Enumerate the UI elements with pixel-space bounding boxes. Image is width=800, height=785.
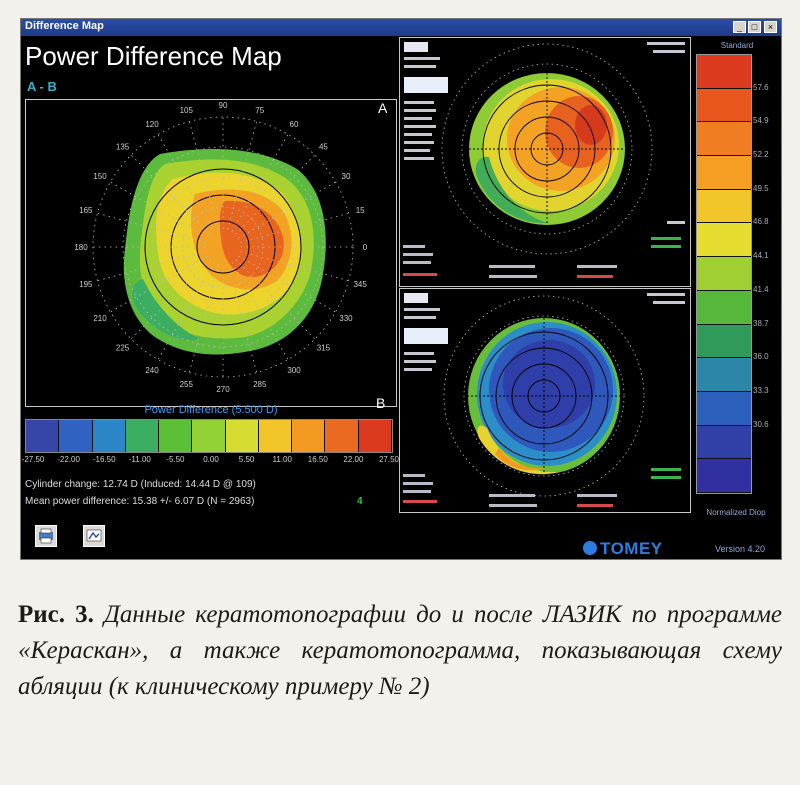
scale-swatch <box>325 420 358 452</box>
axis-degree-label: 285 <box>253 380 267 390</box>
axis-degree-label: 150 <box>93 172 107 181</box>
colorbar-value: 46.8 <box>753 217 769 227</box>
scale-ticks <box>21 455 400 467</box>
difference-label: A - B <box>27 79 57 94</box>
axis-degree-label: 60 <box>289 120 299 130</box>
scale-swatch <box>359 420 392 452</box>
colorbar-swatch <box>697 291 751 325</box>
compare-icon[interactable] <box>83 525 105 547</box>
maximize-button[interactable]: □ <box>748 21 761 33</box>
map-b-info-right <box>647 293 685 304</box>
colorbar-swatch <box>697 358 751 392</box>
colorbar-value: 57.6 <box>753 82 769 92</box>
colorbar-value: 41.4 <box>753 284 769 294</box>
axis-degree-label: 45 <box>318 142 328 152</box>
scale-swatch <box>93 420 126 452</box>
scale-tick-label: -5.50 <box>166 455 185 464</box>
axis-degree-label: 255 <box>179 380 193 390</box>
scale-tick-label: 5.50 <box>238 455 255 464</box>
cylinder-change: Cylinder change: 12.74 D (Induced: 14.44 D @ 109) <box>25 479 256 490</box>
scale-tick-label: 16.50 <box>307 455 328 464</box>
axis-degree-label: 75 <box>255 105 265 115</box>
topography-map-b[interactable] <box>399 288 691 513</box>
colorbar-swatch <box>697 89 751 123</box>
scale-swatch <box>59 420 92 452</box>
close-button[interactable]: × <box>764 21 777 33</box>
colorbar-value: 30.6 <box>753 419 769 429</box>
axis-degree-label: 300 <box>287 365 301 375</box>
scale-swatch <box>159 420 192 452</box>
colorbar-swatch <box>697 122 751 156</box>
colorbar <box>696 54 752 494</box>
axis-degree-label: 180 <box>74 243 88 252</box>
axis-degree-label: 0 <box>362 243 368 252</box>
colorbar-swatch <box>697 55 751 89</box>
difference-map-window <box>20 18 782 560</box>
caption-text: Данные кератотопографии до и после ЛАЗИК по программе «Кераскан», а также кератотопограмма, показывающая схему абляции (к клиническому примеру № 2) <box>18 601 783 700</box>
map-a-info-bottom <box>403 237 681 278</box>
scale-swatch <box>126 420 159 452</box>
scale-tick-label: -11.00 <box>128 455 151 464</box>
print-icon[interactable] <box>35 525 57 547</box>
scale-tick-label: 11.00 <box>272 455 292 464</box>
scale-tick-label: -16.50 <box>92 455 116 464</box>
map-count: 4 <box>357 496 363 507</box>
scale-swatch <box>26 420 59 452</box>
window-title: Difference Map <box>25 20 104 32</box>
mean-power-difference: Mean power difference: 15.38 +/- 6.07 D (N = 2963) <box>25 496 255 507</box>
scale-swatch <box>292 420 325 452</box>
axis-degree-label: 225 <box>115 343 130 353</box>
topography-map-a[interactable] <box>399 37 691 287</box>
colorbar-value: 54.9 <box>753 116 769 126</box>
colorbar-swatch <box>697 156 751 190</box>
tomey-logo <box>583 539 663 559</box>
tomey-logo-icon <box>583 541 597 555</box>
axis-degree-label: 15 <box>355 206 365 216</box>
colorbar-swatch <box>697 190 751 224</box>
scale-swatch <box>226 420 259 452</box>
colorbar-value: 33.3 <box>753 385 769 395</box>
colorbar-value: 49.5 <box>753 183 769 193</box>
colorbar-values <box>751 54 781 492</box>
colorbar-swatch <box>697 426 751 460</box>
map-a-letter: A <box>378 100 388 116</box>
colorbar-swatch <box>697 257 751 291</box>
axis-degree-label: 315 <box>316 343 331 353</box>
axis-degree-label: 105 <box>179 105 193 115</box>
colorbar-swatch <box>697 392 751 426</box>
scale-swatch <box>192 420 225 452</box>
map-a-info-left <box>404 42 448 160</box>
axis-degree-label: 330 <box>339 314 353 323</box>
map-b-info-left <box>404 293 448 371</box>
colorbar-value: 52.2 <box>753 150 769 160</box>
scale-tick-label: -22.00 <box>57 455 80 464</box>
axis-degree-label: 270 <box>216 385 230 394</box>
power-difference-label: Power Difference (5.500 D) <box>144 404 278 416</box>
axis-degree-label: 345 <box>353 279 367 289</box>
axis-degree-label: 240 <box>145 365 159 375</box>
version-label: Version 4.20 <box>715 544 766 554</box>
scale-swatch <box>259 420 292 452</box>
map-title: Power Difference Map <box>25 41 282 71</box>
colorbar-value: 38.7 <box>753 318 769 328</box>
axis-degree-label: 90 <box>218 101 228 110</box>
colorbar-value: 44.1 <box>753 251 769 261</box>
scale-tick-label: 0.00 <box>203 455 219 464</box>
window-titlebar <box>21 19 781 36</box>
difference-scale <box>25 419 393 453</box>
figure-caption <box>18 597 782 705</box>
map-a-info-right <box>647 42 685 224</box>
scale-tick-label: 27.50 <box>378 455 400 464</box>
colorbar-swatch <box>697 223 751 257</box>
axis-degree-label: 120 <box>145 120 159 130</box>
axis-degree-label: 210 <box>93 314 107 323</box>
axis-degree-label: 165 <box>79 206 93 216</box>
colorbar-value: 36.0 <box>753 352 769 362</box>
colorbar-swatch <box>697 325 751 359</box>
map-b-letter: B <box>376 395 386 411</box>
scale-tick-label: 22.00 <box>343 455 364 464</box>
axis-degree-label: 195 <box>79 279 93 289</box>
brand-name: TOMEY <box>600 539 663 558</box>
caption-label: Рис. 3. <box>18 601 94 628</box>
axis-degree-label: 135 <box>115 142 130 152</box>
axis-degree-label: 30 <box>341 172 351 181</box>
colorbar-unit: Normalized Diop <box>706 508 766 517</box>
power-difference-map[interactable] <box>25 99 397 407</box>
colorbar-label: Standard <box>720 41 754 50</box>
scale-tick-label: -27.50 <box>21 455 45 464</box>
difference-blob <box>124 149 326 354</box>
minimize-button[interactable]: _ <box>733 21 746 33</box>
colorbar-swatch <box>697 459 751 493</box>
